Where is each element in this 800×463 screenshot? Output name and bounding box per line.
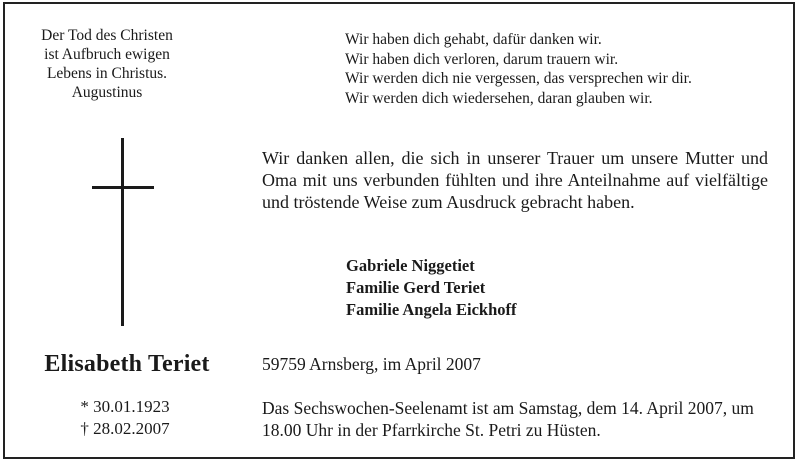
quote-block	[22, 26, 192, 102]
poem-line: Wir haben dich gehabt, dafür danken wir.	[345, 31, 602, 48]
quote-line: Lebens in Christus.	[46, 65, 168, 82]
family-signatures	[346, 255, 517, 321]
quote-line: ist Aufbruch ewigen	[44, 46, 170, 63]
cross-horizontal-bar	[92, 186, 154, 189]
poem-line: Wir haben dich verloren, darum trauern wir.	[345, 50, 619, 68]
birth-date: * 30.01.1923	[80, 397, 170, 416]
family-name: Familie Gerd Teriet	[346, 278, 486, 297]
life-dates	[55, 396, 195, 440]
family-name: Gabriele Niggetiet	[346, 256, 475, 275]
death-date: † 28.02.2007	[80, 419, 170, 438]
thanks-text: Wir danken allen, die sich in unserer Trauer um unsere Mutter und Oma mit uns verbunden fühlten und ihre Anteilnahme auf vielfältige und tröstende Weise zum Ausdruck gebracht haben.	[262, 148, 768, 212]
cross-vertical-bar	[121, 138, 124, 326]
place-date: 59759 Arnsberg, im April 2007	[262, 354, 481, 374]
deceased-name: Elisabeth Teriet	[44, 351, 210, 377]
service-notice: Das Sechswochen-Seelenamt ist am Samstag, dem 14. April 2007, um 18.00 Uhr in der Pfarrkirche St. Petri zu Hüsten.	[262, 398, 754, 440]
quote-line: Der Tod des Christen	[41, 27, 173, 44]
poem-line: Wir werden dich wiedersehen, daran glauben wir.	[345, 89, 653, 107]
poem-line: Wir werden dich nie vergessen, das versprechen wir dir.	[345, 70, 692, 87]
quote-author: Augustinus	[71, 84, 143, 101]
family-name: Familie Angela Eickhoff	[346, 300, 517, 319]
poem-block	[345, 30, 692, 108]
